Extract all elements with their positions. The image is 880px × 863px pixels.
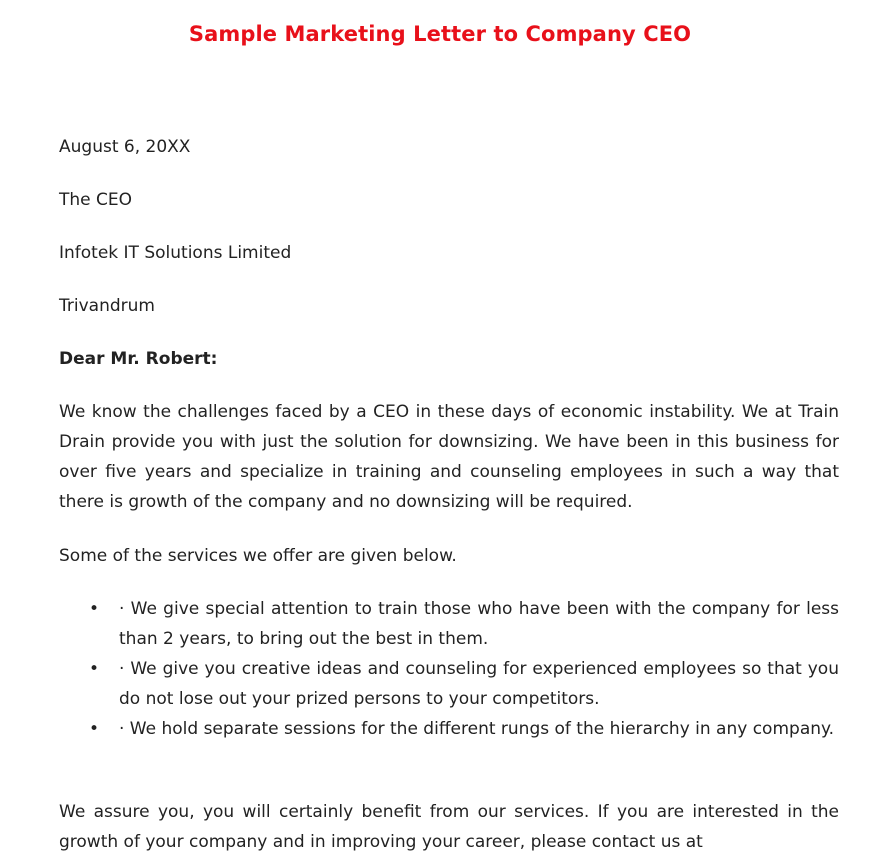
list-item (59, 714, 839, 744)
list-item (59, 654, 839, 714)
list-item (59, 594, 839, 654)
document-title: Sample Marketing Letter to Company CEO (188, 22, 692, 46)
services-list (59, 594, 839, 744)
intro-paragraph: We know the challenges faced by a CEO in these days of economic instability. We at Train Drain provide you with just the solution for downsizing. We have been in this business for over five years and specialize in training and counseling employees in such a way that there is growth of the company and no downsizing will be required. (59, 402, 839, 512)
service-text: · We give special attention to train those who have been with the company for less than 2 years, to bring out the best in them. (119, 599, 839, 649)
recipient-city: Trivandrum (59, 296, 155, 316)
service-text: · We hold separate sessions for the different rungs of the hierarchy in any company. (119, 719, 835, 739)
bullet-icon: • (89, 719, 100, 739)
recipient-company: Infotek IT Solutions Limited (59, 243, 292, 263)
letter-date: August 6, 20XX (59, 137, 191, 157)
bullet-icon: • (89, 599, 100, 619)
services-intro: Some of the services we offer are given below. (59, 546, 457, 566)
service-text: · We give you creative ideas and counseling for experienced employees so that you do not lose out your prized persons to your competitors. (119, 659, 839, 709)
recipient-title: The CEO (59, 190, 133, 210)
bullet-icon: • (89, 659, 100, 679)
salutation: Dear Mr. Robert: (59, 349, 218, 369)
closing-paragraph: We assure you, you will certainly benefit from our services. If you are interested in the growth of your company and in improving your career, please contact us at (59, 802, 839, 852)
